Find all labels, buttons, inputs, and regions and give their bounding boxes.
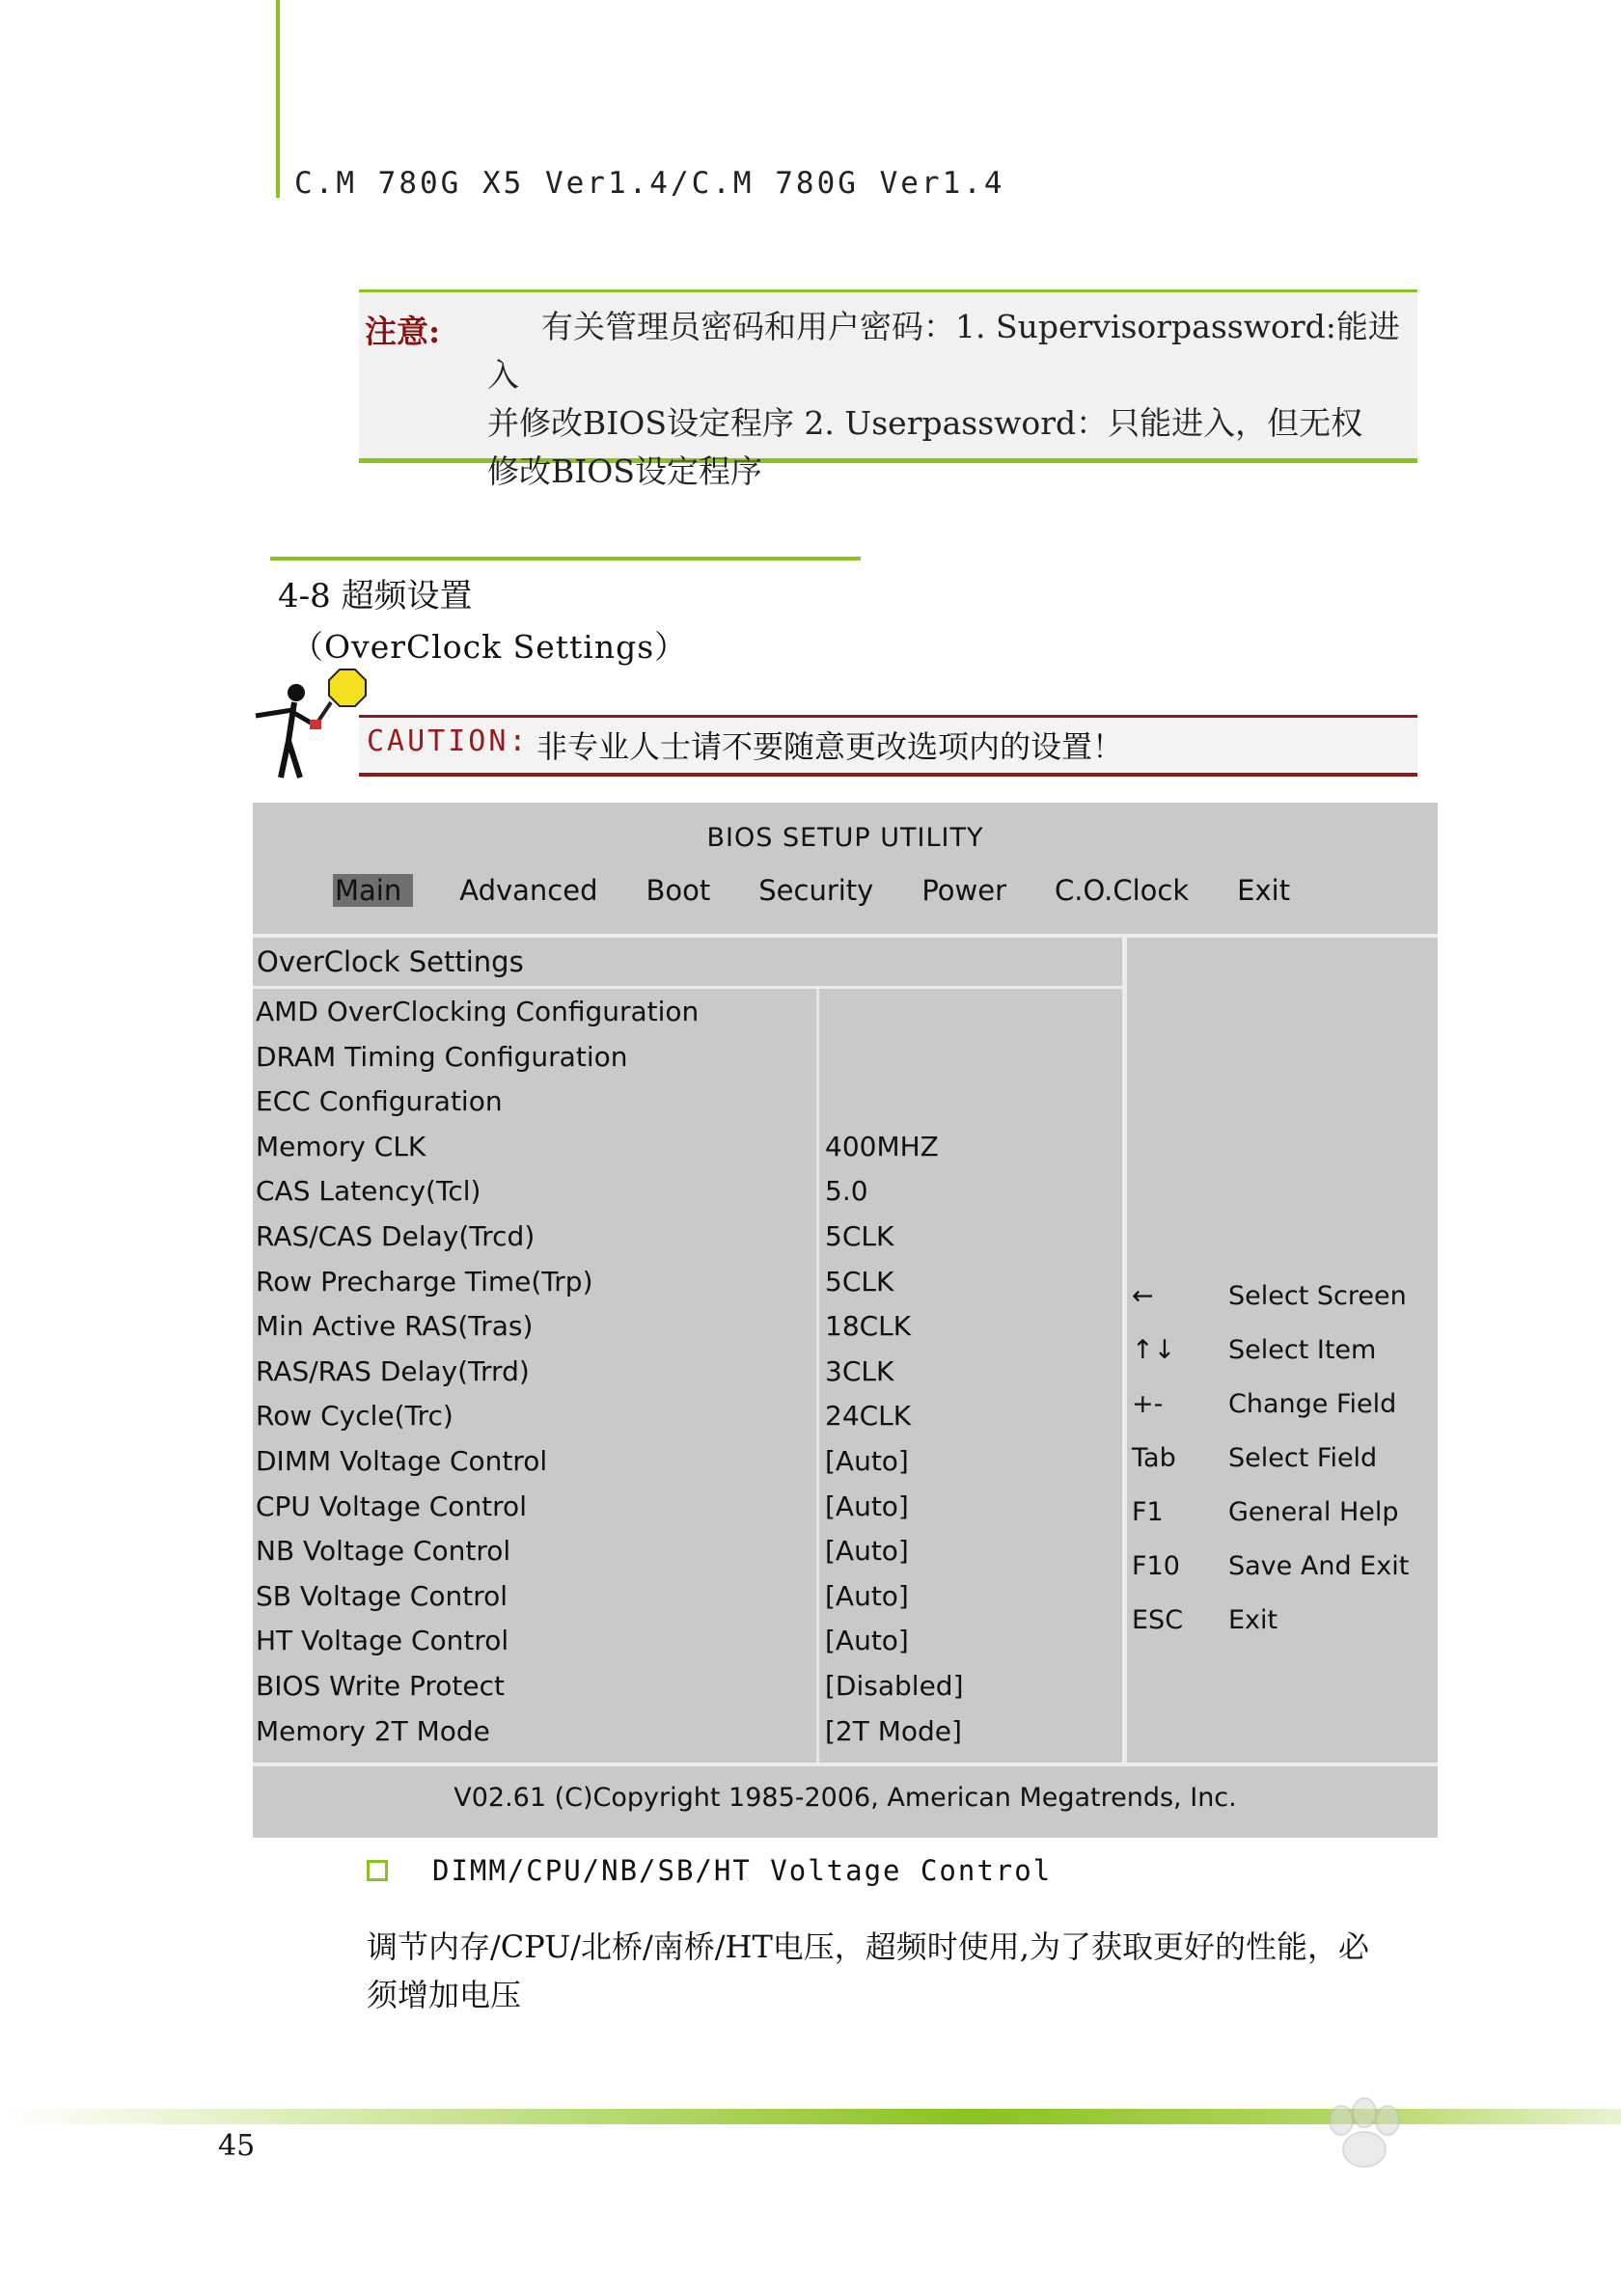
help-desc: General Help: [1228, 1497, 1399, 1527]
checkbox-bullet-icon: [367, 1860, 388, 1881]
help-key: +-: [1132, 1389, 1164, 1419]
help-desc: Select Screen: [1228, 1281, 1407, 1311]
setting-label: RAS/RAS Delay(Trrd): [256, 1354, 530, 1387]
bios-setting-row[interactable]: [256, 1580, 1124, 1626]
help-desc: Save And Exit: [1228, 1551, 1410, 1581]
help-item: [1132, 1497, 1431, 1551]
bios-setting-row[interactable]: [256, 1445, 1124, 1490]
setting-label: CPU Voltage Control: [256, 1490, 527, 1522]
setting-value: 5.0: [825, 1175, 868, 1208]
bios-divider: [253, 1763, 1438, 1766]
bios-setting-row[interactable]: [256, 1355, 1124, 1401]
help-item: [1132, 1281, 1431, 1335]
setting-label: NB Voltage Control: [256, 1535, 511, 1568]
note-line-3: 修改BIOS设定程序: [487, 452, 762, 490]
setting-label: Row Precharge Time(Trp): [256, 1265, 593, 1298]
help-desc: Change Field: [1228, 1389, 1397, 1419]
setting-value: 3CLK: [825, 1354, 894, 1387]
bios-setting-row[interactable]: [256, 1085, 1124, 1131]
bios-help-panel: [1132, 1281, 1431, 1659]
bullet-heading: DIMM/CPU/NB/SB/HT Voltage Control: [432, 1854, 1053, 1887]
setting-label: Min Active RAS(Tras): [256, 1310, 534, 1343]
caution-figure-icon: [246, 666, 371, 786]
bios-divider: [253, 934, 1438, 938]
model-title: C.M 780G X5 Ver1.4/C.M 780G Ver1.4: [294, 166, 1005, 201]
note-line-1: 有关管理员密码和用户密码：1. Supervisorpassword:能进入: [487, 308, 1400, 394]
bios-setting-row[interactable]: [256, 1715, 1124, 1761]
bios-setting-row[interactable]: [256, 1625, 1124, 1670]
setting-label: ECC Configuration: [256, 1085, 503, 1118]
setting-label: DRAM Timing Configuration: [256, 1040, 628, 1073]
bios-setting-row[interactable]: [256, 1400, 1124, 1445]
help-key: ←: [1132, 1281, 1154, 1311]
bios-menu-power[interactable]: Power: [921, 874, 1007, 907]
help-key: ↑↓: [1132, 1335, 1176, 1365]
bios-setting-row[interactable]: [256, 996, 1124, 1041]
help-key: Tab: [1132, 1443, 1176, 1473]
note-label: 注意:: [365, 313, 441, 350]
caution-text: 非专业人士请不要随意更改选项内的设置！: [536, 728, 1124, 765]
header-accent-line: [276, 0, 280, 198]
setting-value: 5CLK: [825, 1265, 894, 1298]
help-key: ESC: [1132, 1605, 1184, 1635]
setting-value: [Auto]: [825, 1625, 909, 1657]
bios-menu-main[interactable]: Main: [333, 874, 413, 907]
bios-setting-row[interactable]: [256, 1175, 1124, 1220]
setting-value: 400MHZ: [825, 1130, 939, 1162]
note-text: [487, 303, 1414, 496]
help-key: F1: [1132, 1497, 1164, 1527]
section-divider: [270, 557, 861, 560]
bios-menu: [333, 874, 1336, 907]
setting-label: BIOS Write Protect: [256, 1669, 506, 1702]
body-line-1: 调节内存/CPU/北桥/南桥/HT电压，超频时使用,为了获取更好的性能，必: [367, 1928, 1369, 1965]
section-subtitle: （OverClock Settings）: [291, 628, 688, 666]
bios-setting-row[interactable]: [256, 1490, 1124, 1536]
setting-value: [Auto]: [825, 1535, 909, 1568]
setting-label: Memory CLK: [256, 1130, 426, 1162]
bios-menu-exit[interactable]: Exit: [1237, 874, 1291, 907]
note-line-2: 并修改BIOS设定程序 2. Userpassword：只能进入，但无权: [487, 404, 1363, 442]
section-title: 4-8 超频设置: [278, 577, 473, 615]
setting-label: Row Cycle(Trc): [256, 1400, 453, 1433]
setting-label: AMD OverClocking Configuration: [256, 996, 700, 1027]
help-key: F10: [1132, 1551, 1180, 1581]
bios-setting-row[interactable]: [256, 1220, 1124, 1266]
setting-value: 24CLK: [825, 1400, 912, 1433]
setting-value: [Auto]: [825, 1444, 909, 1477]
body-paragraph: [367, 1923, 1409, 2019]
bios-setting-row[interactable]: [256, 1266, 1124, 1311]
page-number: 45: [218, 2129, 256, 2163]
help-item: [1132, 1605, 1431, 1659]
bios-settings-list: [256, 996, 1124, 1760]
bios-title: BIOS SETUP UTILITY: [706, 823, 984, 853]
bios-setting-row[interactable]: [256, 1670, 1124, 1715]
setting-label: CAS Latency(Tcl): [256, 1175, 481, 1208]
bios-panel-title: OverClock Settings: [257, 945, 524, 978]
help-item: [1132, 1551, 1431, 1605]
help-desc: Select Item: [1228, 1335, 1377, 1365]
baidu-watermark-icon: [1148, 2084, 1534, 2257]
bios-setting-row[interactable]: [256, 1131, 1124, 1176]
bios-menu-advanced[interactable]: Advanced: [459, 874, 598, 907]
bios-divider: [253, 986, 1122, 989]
setting-value: 5CLK: [825, 1219, 894, 1252]
setting-label: HT Voltage Control: [256, 1625, 509, 1657]
help-desc: Exit: [1228, 1605, 1278, 1635]
setting-value: [Auto]: [825, 1490, 909, 1522]
setting-label: SB Voltage Control: [256, 1579, 508, 1612]
bios-setting-row[interactable]: [256, 1310, 1124, 1355]
bios-menu-coclock[interactable]: C.O.Clock: [1055, 874, 1190, 907]
bios-copyright: V02.61 (C)Copyright 1985-2006, American Megatrends, Inc.: [453, 1783, 1237, 1813]
bios-setting-row[interactable]: [256, 1041, 1124, 1086]
setting-value: [2T Mode]: [825, 1714, 962, 1747]
caution-label: CAUTION:: [367, 724, 530, 758]
setting-label: Memory 2T Mode: [256, 1714, 490, 1747]
body-line-2: 须增加电压: [367, 1977, 522, 2013]
bios-menu-security[interactable]: Security: [758, 874, 874, 907]
setting-value: 18CLK: [825, 1310, 912, 1343]
help-item: [1132, 1335, 1431, 1389]
setting-label: RAS/CAS Delay(Trcd): [256, 1219, 536, 1252]
help-item: [1132, 1443, 1431, 1497]
bios-menu-boot[interactable]: Boot: [646, 874, 711, 907]
help-item: [1132, 1389, 1431, 1443]
setting-value: [Auto]: [825, 1579, 909, 1612]
help-desc: Select Field: [1228, 1443, 1378, 1473]
bios-setting-row[interactable]: [256, 1535, 1124, 1580]
setting-value: [Disabled]: [825, 1669, 964, 1702]
setting-label: DIMM Voltage Control: [256, 1444, 548, 1477]
